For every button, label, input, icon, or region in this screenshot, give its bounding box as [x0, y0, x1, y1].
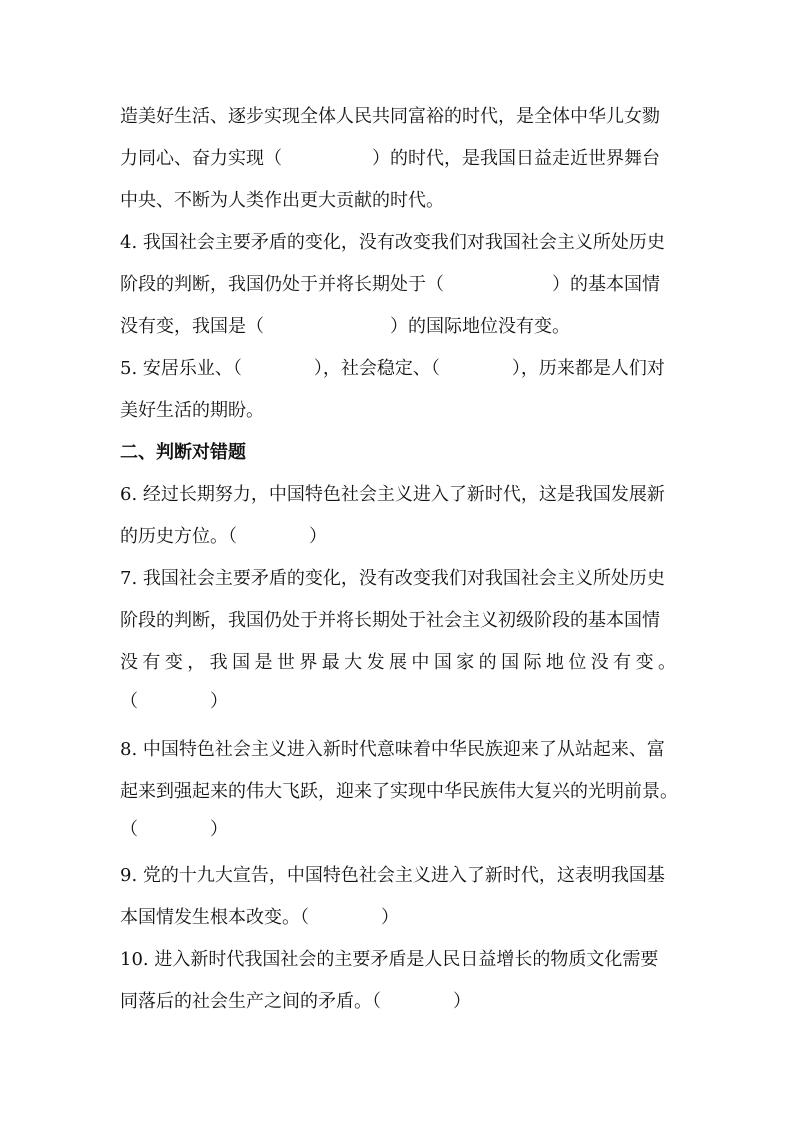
- question-10-line-2: 同落后的社会生产之间的矛盾。（ ）: [120, 991, 471, 1012]
- question-9-line-2: 本国情发生根本改变。（ ）: [120, 907, 399, 928]
- question-4-line-2: 阶段的判断，我国仍处于并将长期处于（ ）的基本国情: [120, 274, 660, 295]
- question-8-answer-bracket: （ ）: [120, 819, 228, 840]
- question-6-line-2: 的历史方位。（ ）: [120, 526, 327, 547]
- question-7-line-1: 7. 我国社会主要矛盾的变化，没有改变我们对我国社会主义所处历史: [120, 568, 665, 589]
- text-line-2: 力同心、奋力实现（ ）的时代，是我国日益走近世界舞台: [120, 148, 660, 169]
- question-7-answer-bracket: （ ）: [120, 691, 228, 712]
- text-line-1: 造美好生活、逐步实现全体人民共同富裕的时代，是全体中华儿女勠: [120, 106, 660, 127]
- question-5-line-2: 美好生活的期盼。: [120, 400, 264, 421]
- section-heading: 二、判断对错题: [120, 442, 246, 463]
- text-line-3: 中央、不断为人类作出更大贡献的时代。: [120, 190, 444, 211]
- question-10-line-1: 10. 进入新时代我国社会的主要矛盾是人民日益增长的物质文化需要: [120, 949, 659, 970]
- question-5-line-1: 5. 安居乐业、（ ），社会稳定、（ ），历来都是人们对: [120, 358, 665, 379]
- question-4-line-3: 没有变，我国是（ ）的国际地位没有变。: [120, 316, 570, 337]
- question-4-line-1: 4. 我国社会主要矛盾的变化，没有改变我们对我国社会主义所处历史: [120, 232, 665, 253]
- question-8-line-1: 8. 中国特色社会主义进入新时代意味着中华民族迎来了从站起来、富: [120, 739, 665, 760]
- question-9-line-1: 9. 党的十九大宣告，中国特色社会主义进入了新时代，这表明我国基: [120, 865, 665, 886]
- question-7-line-2: 阶段的判断，我国仍处于并将长期处于社会主义初级阶段的基本国情: [120, 610, 660, 631]
- question-8-line-2: 起来到强起来的伟大飞跃，迎来了实现中华民族伟大复兴的光明前景。: [120, 781, 678, 802]
- question-6-line-1: 6. 经过长期努力，中国特色社会主义进入了新时代，这是我国发展新: [120, 484, 665, 505]
- question-7-line-3: 没有变，我国是世界最大发展中国家的国际地位没有变。: [120, 652, 676, 673]
